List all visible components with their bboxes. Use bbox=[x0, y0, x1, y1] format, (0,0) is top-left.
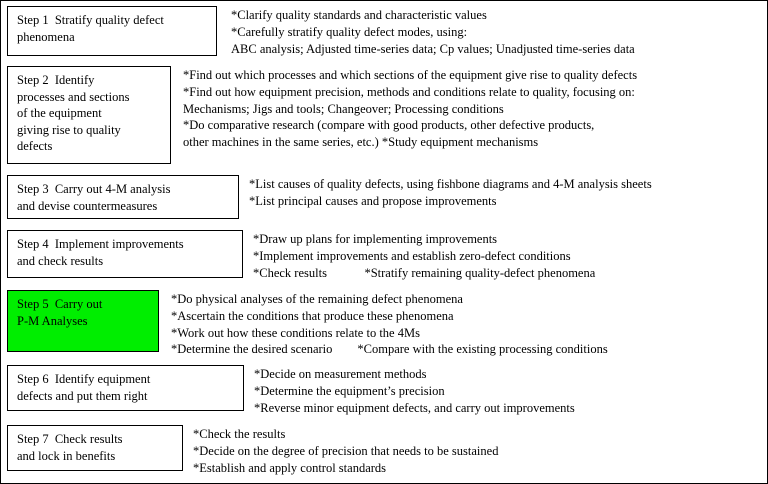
process-step-row bbox=[7, 175, 761, 219]
step-box-7-line-2: and lock in benefits bbox=[17, 448, 116, 463]
step-box-4-line-1: Step 4 Implement improvements bbox=[17, 237, 184, 251]
step-box-4[interactable] bbox=[7, 230, 243, 278]
step-5-detail-4: *Determine the desired scenario *Compare with the existing processing conditions bbox=[171, 342, 608, 357]
step-2-detail-4: *Do comparative research (compare with good products, other defective products, bbox=[183, 118, 595, 133]
step-box-6-line-2: defects and put them right bbox=[17, 388, 148, 403]
step-box-2-line-1: Step 2 Identify bbox=[17, 73, 95, 87]
step-box-1-line-1: Step 1 Stratify quality defect bbox=[17, 13, 164, 27]
step-box-5[interactable] bbox=[7, 290, 159, 352]
step-box-7-line-1: Step 7 Check results bbox=[17, 432, 123, 446]
step-5-detail-1: *Do physical analyses of the remaining defect phenomena bbox=[171, 292, 463, 306]
step-details-7 bbox=[183, 425, 761, 476]
step-7-detail-2: *Decide on the degree of precision that needs to be sustained bbox=[193, 443, 499, 458]
step-3-detail-1: *List causes of quality defects, using fishbone diagrams and 4-M analysis sheets bbox=[249, 177, 652, 191]
step-1-detail-1: *Clarify quality standards and characteristic values bbox=[231, 8, 487, 22]
process-step-row bbox=[7, 365, 761, 416]
step-box-2-line-2: processes and sections bbox=[17, 89, 130, 104]
step-2-detail-5: other machines in the same series, etc.) *Study equipment mechanisms bbox=[183, 135, 539, 149]
step-box-6-line-1: Step 6 Identify equipment bbox=[17, 372, 151, 386]
step-1-detail-2: *Carefully stratify quality defect modes, using: bbox=[231, 24, 468, 39]
step-details-2 bbox=[171, 66, 761, 151]
step-1-detail-3: ABC analysis; Adjusted time-series data; Cp values; Unadjusted time-series data bbox=[231, 41, 635, 56]
step-2-detail-1: *Find out which processes and which sections of the equipment give rise to quality defects bbox=[183, 68, 638, 82]
step-details-3 bbox=[239, 175, 761, 210]
step-box-5-line-1: Step 5 Carry out bbox=[17, 297, 103, 311]
step-box-2-line-4: giving rise to quality bbox=[17, 122, 121, 137]
step-2-detail-2: *Find out how equipment precision, methods and conditions relate to quality, focusing on: bbox=[183, 84, 635, 99]
step-box-6[interactable] bbox=[7, 365, 244, 411]
step-details-5 bbox=[159, 290, 761, 358]
process-step-row bbox=[7, 425, 761, 476]
step-box-2-line-5: defects bbox=[17, 139, 53, 153]
step-6-detail-3: *Reverse minor equipment defects, and carry out improvements bbox=[254, 400, 575, 415]
step-5-detail-3: *Work out how these conditions relate to the 4Ms bbox=[171, 325, 420, 340]
step-box-2[interactable] bbox=[7, 66, 171, 164]
process-step-row bbox=[7, 6, 761, 57]
step-details-4 bbox=[243, 230, 761, 281]
step-5-detail-2: *Ascertain the conditions that produce these phenomena bbox=[171, 308, 454, 323]
step-box-2-line-3: of the equipment bbox=[17, 106, 102, 120]
step-box-1[interactable] bbox=[7, 6, 217, 56]
step-box-1-line-2: phenomena bbox=[17, 29, 75, 44]
process-step-row bbox=[7, 290, 761, 358]
step-6-detail-2: *Determine the equipment’s precision bbox=[254, 383, 445, 398]
step-details-6 bbox=[244, 365, 761, 416]
step-box-5-line-2: P-M Analyses bbox=[17, 313, 88, 328]
step-6-detail-1: *Decide on measurement methods bbox=[254, 367, 427, 381]
step-box-7[interactable] bbox=[7, 425, 183, 471]
step-4-detail-3: *Check results *Stratify remaining quality-defect phenomena bbox=[253, 265, 596, 280]
process-step-row bbox=[7, 230, 761, 281]
step-2-detail-3: Mechanisms; Jigs and tools; Changeover; Processing conditions bbox=[183, 101, 504, 116]
step-4-detail-2: *Implement improvements and establish zero-defect conditions bbox=[253, 248, 571, 263]
step-7-detail-1: *Check the results bbox=[193, 427, 286, 441]
step-details-1 bbox=[217, 6, 761, 57]
step-4-detail-1: *Draw up plans for implementing improvements bbox=[253, 232, 498, 246]
step-box-3-line-1: Step 3 Carry out 4-M analysis bbox=[17, 182, 171, 196]
step-box-3[interactable] bbox=[7, 175, 239, 219]
step-box-3-line-2: and devise countermeasures bbox=[17, 198, 158, 213]
process-step-row bbox=[7, 66, 761, 164]
step-7-detail-3: *Establish and apply control standards bbox=[193, 460, 387, 475]
step-box-4-line-2: and check results bbox=[17, 253, 104, 268]
step-3-detail-2: *List principal causes and propose improvements bbox=[249, 193, 497, 208]
